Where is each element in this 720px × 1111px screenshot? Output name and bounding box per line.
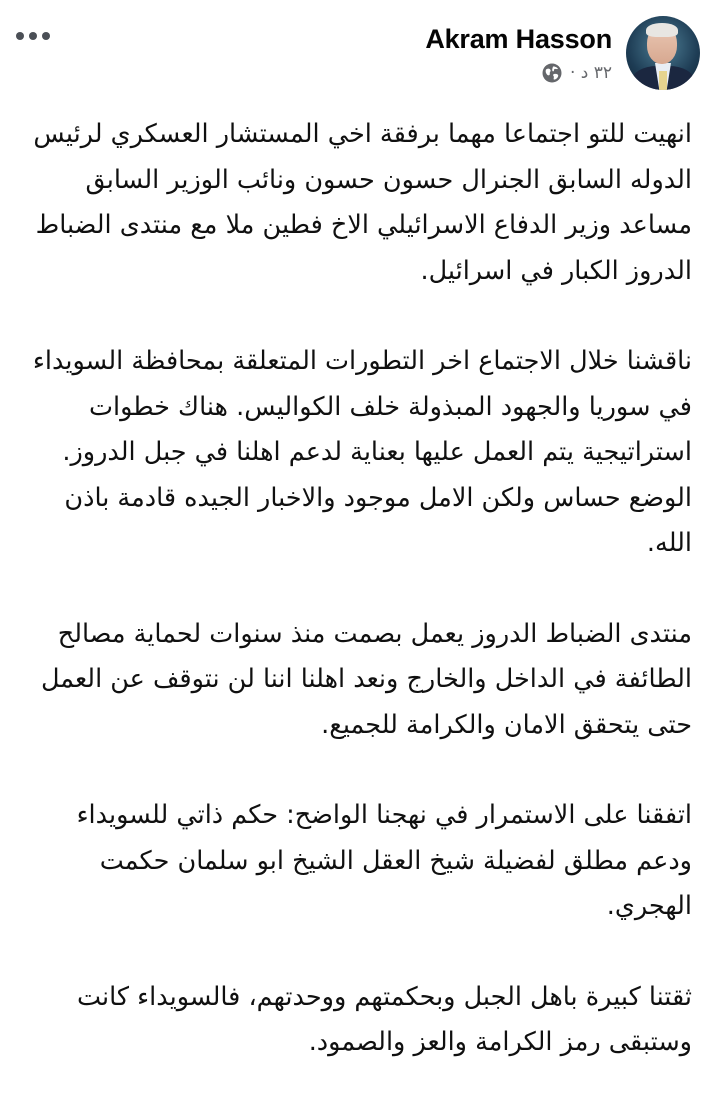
more-options-button[interactable] [16, 28, 60, 44]
post-paragraph: ناقشنا خلال الاجتماع اخر التطورات المتعلقة بمحافظة السويداء في سوريا والجهود المبذولة خلف الكواليس. هناك خطوات استراتيجية يتم العمل عليها بعناية لدعم اهلنا في جبل الدروز. الوضع حساس ولكن الامل موجود والاخبار الجيده قادمة باذن الله. [32, 346, 692, 558]
avatar-tie [659, 71, 667, 90]
post-meta [542, 63, 612, 83]
more-options-icon [42, 32, 50, 40]
globe-icon[interactable] [542, 63, 562, 83]
avatar-hair [646, 23, 678, 37]
post-paragraph: انهيت للتو اجتماعا مهما برفقة اخي المستشار العسكري لرئيس الدوله السابق الجنرال حسون حسون ونائب الوزير السابق مساعد وزير الدفاع الاسرائيلي الاخ فطين ملا مع منتدى الضباط الدروز الكبار في اسرائيل. [33, 119, 692, 286]
post-timestamp[interactable]: ٣٢ د · [569, 63, 612, 83]
post-paragraph: اتفقنا على الاستمرار في نهجنا الواضح: حكم ذاتي للسويداء ودعم مطلق لفضيلة شيخ العقل الشيخ ابو سلمان حكمت الهجري. [76, 800, 692, 921]
post-paragraph: منتدى الضباط الدروز يعمل بصمت منذ سنوات لحماية مصالح الطائفة في الداخل والخارج ونعد اهلنا اننا لن نتوقف عن العمل حتى يتحقق الامان والكرامة للجميع. [40, 618, 692, 740]
author-block [425, 23, 612, 83]
more-options-icon [16, 32, 24, 40]
post-text [28, 112, 692, 1111]
post-header [425, 16, 700, 90]
avatar[interactable] [626, 16, 700, 90]
more-options-icon [29, 32, 37, 40]
post-paragraph: ثقتنا كبيرة باهل الجبل وبحكمتهم ووحدتهم، فالسويداء كانت وستبقى رمز الكرامة والعز والصمود. [76, 981, 692, 1057]
author-name[interactable]: Akram Hasson [425, 24, 612, 54]
